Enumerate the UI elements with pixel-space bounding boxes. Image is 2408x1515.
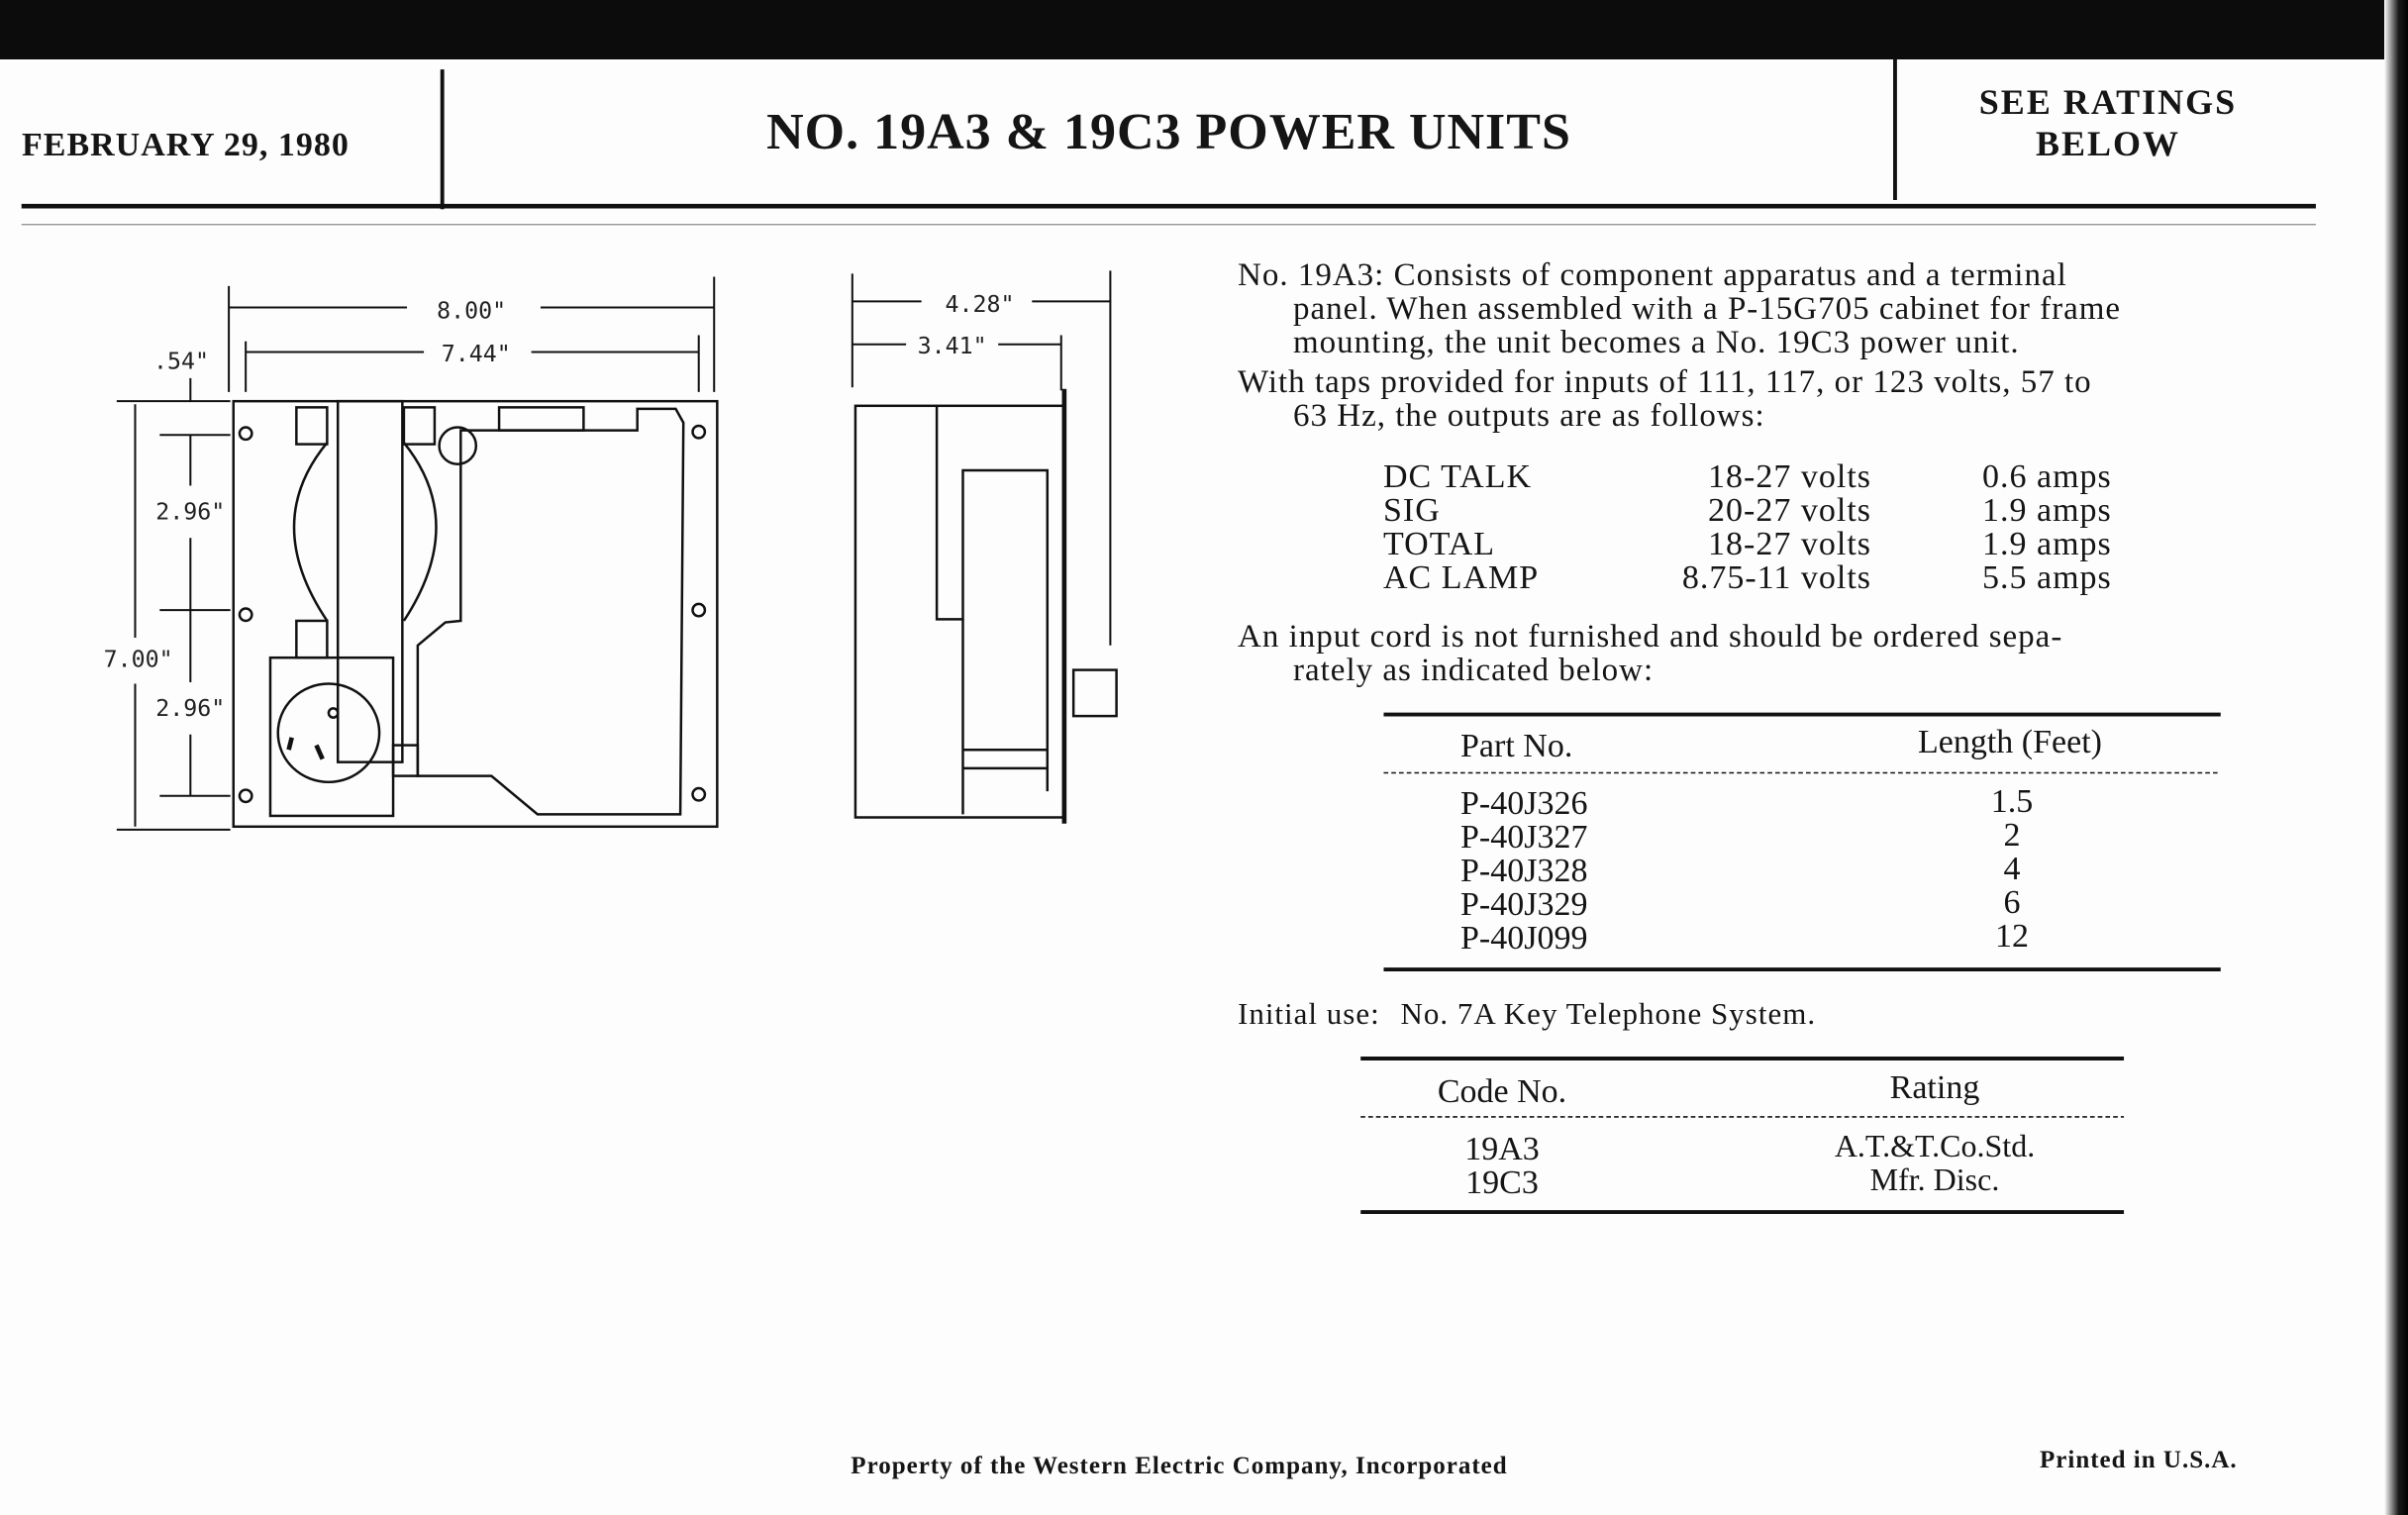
output-volts: 18-27 volts [1708,526,1871,562]
dim-inner-width: 7.44" [441,340,511,367]
cord-length: 4 [2003,851,2021,887]
para1-line3: mounting, the unit becomes a No. 19C3 power unit. [1293,325,2020,360]
cord-part-no: P-40J099 [1460,920,1588,957]
side-view-drawing [855,389,1117,824]
cord-part-no: P-40J327 [1460,819,1588,856]
dim-overall-depth: 4.28" [945,291,1015,319]
ratings-header-code: Code No. [1437,1073,1567,1110]
output-name: DC TALK [1383,458,1533,495]
footer-printed: Printed in U.S.A. [2040,1447,2238,1473]
cord-part-no: P-40J329 [1460,886,1588,923]
rating-value: Mfr. Disc. [1869,1162,2000,1197]
output-volts: 8.75-11 volts [1681,559,1871,596]
dim-inner-depth: 3.41" [917,333,987,360]
cords-header-length: Length (Feet) [1918,724,2102,760]
rating-code: 19C3 [1465,1164,1539,1201]
initial-use-value: No. 7A Key Telephone System. [1400,996,1817,1031]
output-amps: 1.9 amps [1982,492,2112,529]
dim-upper-spacing: 2.96" [155,498,226,526]
output-volts: 18-27 volts [1708,458,1871,495]
output-name: TOTAL [1383,526,1496,562]
dim-overall-height: 7.00" [103,646,173,673]
rating-value: A.T.&T.Co.Std. [1834,1128,2036,1163]
page-title: NO. 19A3 & 19C3 POWER UNITS [766,104,1571,160]
description-paragraph-2 [1238,365,2277,433]
para3-line1: An input cord is not furnished and should be ordered sepa- [1238,619,2063,655]
para3-line2: rately as indicated below: [1293,653,1655,688]
rating-code: 19A3 [1464,1131,1540,1167]
description-paragraph-3 [1238,620,2277,687]
description-paragraph-1 [1238,258,2277,359]
dim-overall-width: 8.00" [437,297,507,325]
dim-top-offset: .54" [153,348,210,375]
footer-property: Property of the Western Electric Company, Incorporated [851,1453,1508,1479]
cord-length: 12 [1995,918,2029,955]
output-volts: 20-27 volts [1708,492,1871,529]
cord-length: 6 [2003,884,2021,921]
para2-line1: With taps provided for inputs of 111, 117, or 123 volts, 57 to [1238,364,2092,400]
document-date: FEBRUARY 29, 1980 [22,127,350,163]
cord-length: 1.5 [1990,783,2034,820]
initial-use-label: Initial use: [1238,996,1380,1031]
ratings-note-line1: SEE RATINGS [1978,82,2238,122]
cord-length: 2 [2003,817,2021,854]
initial-use [1238,997,1816,1031]
dim-lower-spacing: 2.96" [155,695,226,723]
cord-part-no: P-40J326 [1460,785,1588,822]
ratings-note-line2: BELOW [2035,124,2181,163]
output-amps: 1.9 amps [1982,526,2112,562]
output-name: SIG [1383,492,1441,529]
output-amps: 0.6 amps [1982,458,2112,495]
output-amps: 5.5 amps [1982,559,2112,596]
ratings-header-rating: Rating [1889,1069,1980,1106]
side-dimension-lines [853,270,1111,645]
cord-part-no: P-40J328 [1460,853,1588,889]
front-view-drawing [234,401,718,827]
para2-line2: 63 Hz, the outputs are as follows: [1293,398,1765,434]
ratings-note [1895,81,2321,164]
para1-line2: panel. When assembled with a P-15G705 cabinet for frame [1293,291,2122,327]
para1-line1: No. 19A3: Consists of component apparatus and a terminal [1238,257,2067,293]
output-name: AC LAMP [1383,559,1540,596]
cords-header-part: Part No. [1460,728,1573,764]
